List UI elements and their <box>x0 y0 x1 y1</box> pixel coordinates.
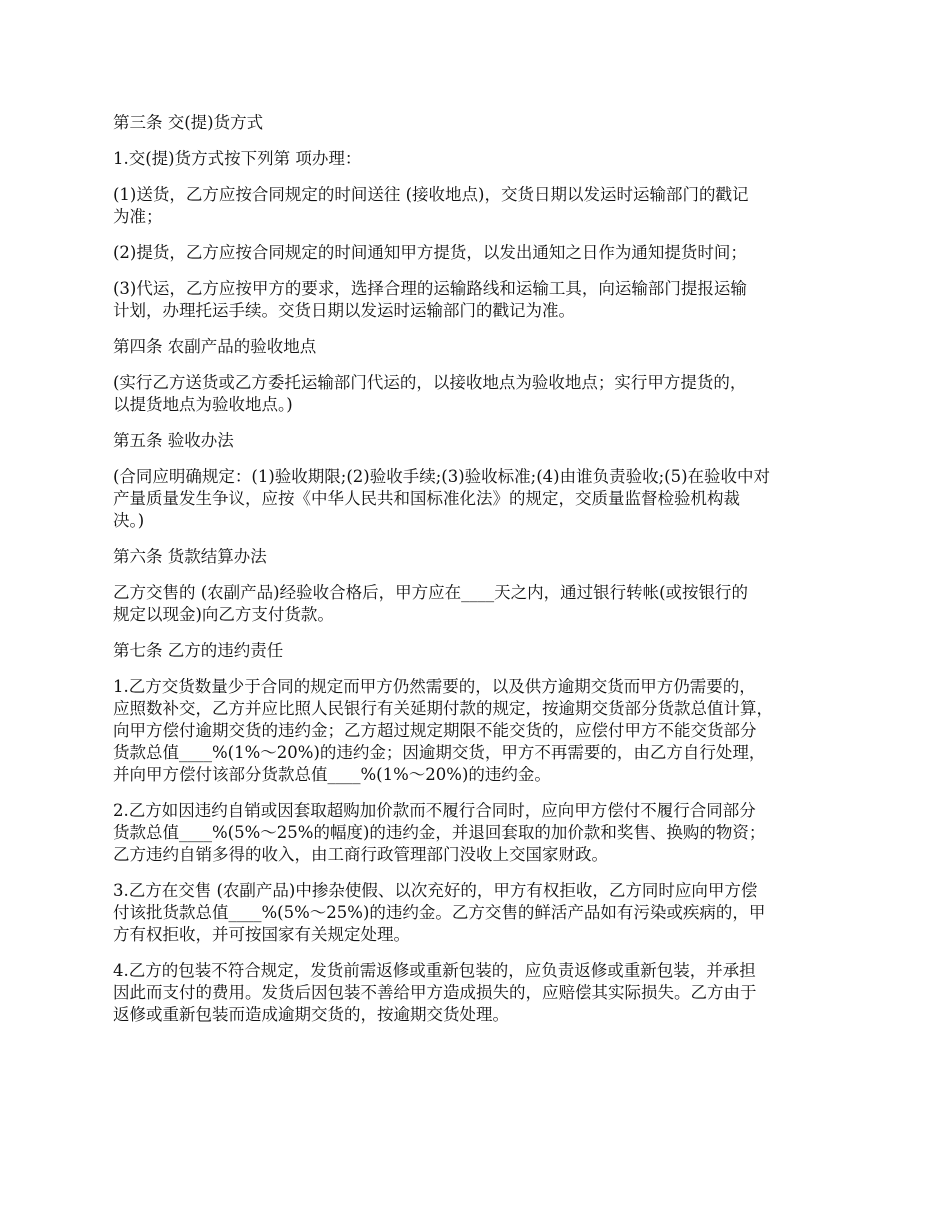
article-5-body: (合同应明确规定：(1)验收期限;(2)验收手续;(3)验收标准;(4)由谁负责验收;(5)在验收中对 产量质量发生争议，应按《中华人民共和国标准化法》的规定，交质量监督检验机构裁 决。) <box>113 467 771 530</box>
article-3-heading: 第三条 交(提)货方式 <box>113 113 264 132</box>
document-body <box>113 112 853 1040</box>
article-4-body: (实行乙方送货或乙方委托运输部门代运的，以接收地点为验收地点；实行甲方提货的， 以提货地点为验收地点。) <box>113 373 747 414</box>
article-6-body: 乙方交售的 (农副产品)经验收合格后，甲方应在____天之内，通过银行转帐(或按银行的 规定以现金)向乙方支付货款。 <box>113 583 749 624</box>
article-3-item-pickup: (2)提货，乙方应按合同规定的时间通知甲方提货，以发出通知之日作为通知提货时间； <box>113 243 747 262</box>
article-5-heading: 第五条 验收办法 <box>113 431 234 450</box>
article-7-clause-4: 4.乙方的包装不符合规定，发货前需返修或重新包装的，应负责返修或重新包装，并承担 因此而支付的费用。发货后因包装不善给甲方造成损失的，应赔偿其实际损失。乙方由于 返修或重新包装而造成逾期交货的，按逾期交货处理。 <box>113 961 757 1024</box>
article-4-heading: 第四条 农副产品的验收地点 <box>113 337 317 356</box>
article-6-heading: 第六条 货款结算办法 <box>113 547 267 566</box>
article-3-clause-1: 1.交(提)货方式按下列第 项办理： <box>113 149 362 168</box>
article-3-item-delivery: (1)送货，乙方应按合同规定的时间送往 (接收地点)，交货日期以发运时运输部门的戳记 为准； <box>113 185 749 226</box>
article-7-clause-1: 1.乙方交货数量少于合同的规定而甲方仍然需要的，以及供方逾期交货而甲方仍需要的， 应照数补交，乙方并应比照人民银行有关延期付款的规定，按逾期交货部分货款总值计算， 向甲方偿付逾期交货的违约金；乙方超过规定期限不能交货的，应偿付甲方不能交货部分 货款总值____%(1%～20%)的违约金；因逾期交货，甲方不再需要的，由乙方自行处理， 并向甲方偿付该部分货款总值____%(1%～20%)的违约金。 <box>113 677 773 784</box>
article-7-clause-2: 2.乙方如因违约自销或因套取超购加价款而不履行合同时，应向甲方偿付不履行合同部分 货款总值____%(5%～25%的幅度)的违约金，并退回套取的加价款和奖售、换购的物资； 乙方违约自销多得的收入，由工商行政管理部门没收上交国家财政。 <box>113 801 766 864</box>
article-3-item-shipping: (3)代运，乙方应按甲方的要求，选择合理的运输路线和运输工具，向运输部门提报运输 计划，办理托运手续。交货日期以发运时运输部门的戳记为准。 <box>113 279 747 320</box>
article-7-heading: 第七条 乙方的违约责任 <box>113 641 284 660</box>
article-7-clause-3: 3.乙方在交售 (农副产品)中掺杂使假、以次充好的，甲方有权拒收，乙方同时应向甲方偿 付该批货款总值____%(5%～25%)的违约金。乙方交售的鲜活产品如有污染或疾病的，甲 方有权拒收，并可按国家有关规定处理。 <box>113 881 766 944</box>
